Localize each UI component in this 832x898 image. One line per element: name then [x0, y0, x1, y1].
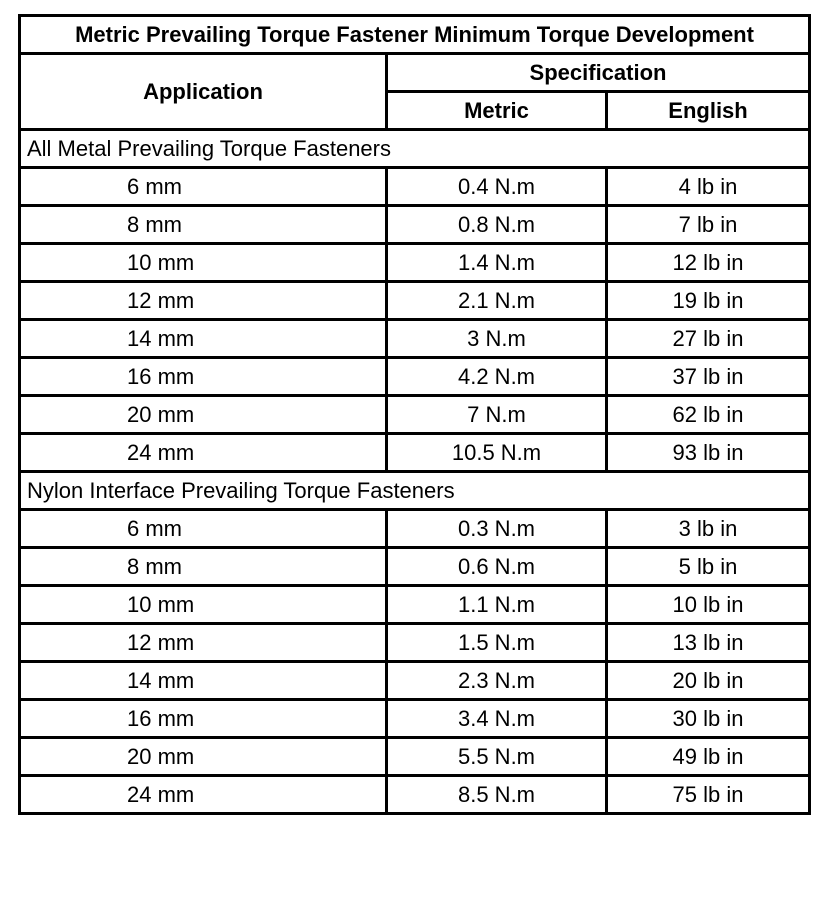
metric-cell: 0.8 N.m: [387, 206, 607, 244]
metric-cell: 1.1 N.m: [387, 586, 607, 624]
application-cell: 14 mm: [20, 662, 387, 700]
metric-cell: 0.4 N.m: [387, 168, 607, 206]
application-cell: 8 mm: [20, 548, 387, 586]
section-row: [20, 130, 810, 168]
metric-cell: 0.3 N.m: [387, 510, 607, 548]
english-cell: 27 lb in: [607, 320, 810, 358]
section-label: Nylon Interface Prevailing Torque Fasteners: [20, 472, 810, 510]
application-cell: 16 mm: [20, 700, 387, 738]
section-row: [20, 472, 810, 510]
application-cell: 24 mm: [20, 434, 387, 472]
table-body: [20, 16, 810, 814]
english-cell: 37 lb in: [607, 358, 810, 396]
table-title: Metric Prevailing Torque Fastener Minimum Torque Development: [20, 16, 810, 54]
english-header: English: [607, 92, 810, 130]
english-cell: 93 lb in: [607, 434, 810, 472]
table-row: [20, 586, 810, 624]
header-row-top: [20, 54, 810, 92]
metric-cell: 0.6 N.m: [387, 548, 607, 586]
application-cell: 8 mm: [20, 206, 387, 244]
metric-cell: 7 N.m: [387, 396, 607, 434]
english-cell: 19 lb in: [607, 282, 810, 320]
english-cell: 49 lb in: [607, 738, 810, 776]
application-cell: 14 mm: [20, 320, 387, 358]
metric-cell: 10.5 N.m: [387, 434, 607, 472]
metric-cell: 8.5 N.m: [387, 776, 607, 814]
metric-cell: 2.1 N.m: [387, 282, 607, 320]
metric-cell: 2.3 N.m: [387, 662, 607, 700]
metric-cell: 3.4 N.m: [387, 700, 607, 738]
english-cell: 30 lb in: [607, 700, 810, 738]
metric-cell: 4.2 N.m: [387, 358, 607, 396]
application-cell: 12 mm: [20, 624, 387, 662]
metric-cell: 1.5 N.m: [387, 624, 607, 662]
table-row: [20, 244, 810, 282]
table-row: [20, 548, 810, 586]
specification-header: Specification: [387, 54, 810, 92]
metric-header: Metric: [387, 92, 607, 130]
application-cell: 10 mm: [20, 244, 387, 282]
english-cell: 12 lb in: [607, 244, 810, 282]
table-row: [20, 358, 810, 396]
english-cell: 4 lb in: [607, 168, 810, 206]
table-row: [20, 320, 810, 358]
title-row: [20, 16, 810, 54]
application-cell: 24 mm: [20, 776, 387, 814]
english-cell: 20 lb in: [607, 662, 810, 700]
application-cell: 20 mm: [20, 396, 387, 434]
table-row: [20, 738, 810, 776]
english-cell: 5 lb in: [607, 548, 810, 586]
application-cell: 6 mm: [20, 168, 387, 206]
table-row: [20, 396, 810, 434]
table-row: [20, 662, 810, 700]
table-row: [20, 624, 810, 662]
english-cell: 3 lb in: [607, 510, 810, 548]
english-cell: 10 lb in: [607, 586, 810, 624]
application-header: Application: [20, 54, 387, 130]
metric-cell: 5.5 N.m: [387, 738, 607, 776]
english-cell: 62 lb in: [607, 396, 810, 434]
table-row: [20, 510, 810, 548]
application-cell: 20 mm: [20, 738, 387, 776]
section-label: All Metal Prevailing Torque Fasteners: [20, 130, 810, 168]
application-cell: 10 mm: [20, 586, 387, 624]
table-row: [20, 434, 810, 472]
table-row: [20, 168, 810, 206]
table-row: [20, 776, 810, 814]
torque-spec-table: [18, 14, 811, 815]
metric-cell: 1.4 N.m: [387, 244, 607, 282]
table-row: [20, 206, 810, 244]
english-cell: 13 lb in: [607, 624, 810, 662]
table-row: [20, 282, 810, 320]
table-row: [20, 700, 810, 738]
application-cell: 12 mm: [20, 282, 387, 320]
english-cell: 7 lb in: [607, 206, 810, 244]
english-cell: 75 lb in: [607, 776, 810, 814]
application-cell: 6 mm: [20, 510, 387, 548]
metric-cell: 3 N.m: [387, 320, 607, 358]
application-cell: 16 mm: [20, 358, 387, 396]
